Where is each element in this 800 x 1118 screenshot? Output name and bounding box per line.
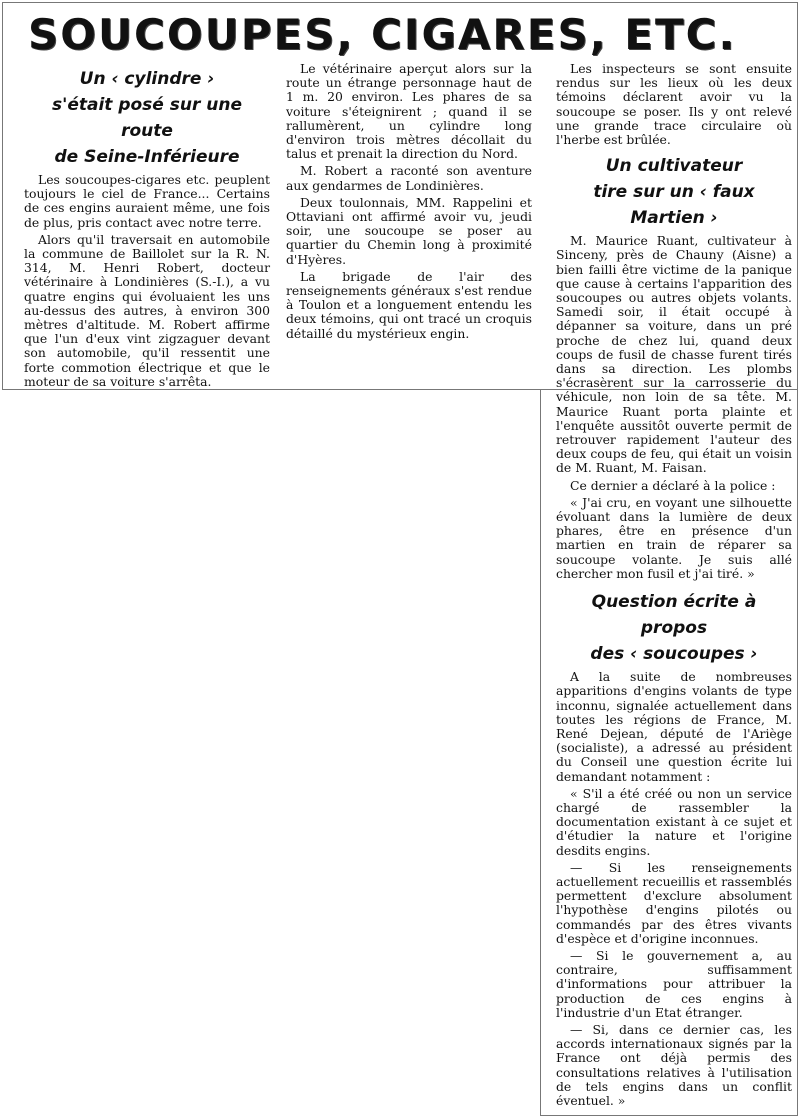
headline-line: de Seine-Inférieure [54, 147, 240, 167]
paragraph: Les soucoupes-cigares etc. peuplent toujours le ciel de France... Certains de ces engins auraient même, une fois de plus, pris contact avec notre terre. [24, 172, 270, 230]
article2-headline [556, 153, 792, 231]
headline-line: tire sur un ‹ faux Martien › [593, 182, 755, 229]
quote-paragraph: « J'ai cru, en voyant une silhouette évoluant dans la lumière de deux phares, être en présence d'un martien en train de réparer sa soucoupe volante. Je suis allé chercher mon fusil et j'ai tiré. » [556, 494, 792, 581]
headline-line: Question écrite à propos [591, 592, 757, 639]
quote-paragraph: — Si le gouvernement a, au contraire, suffisamment d'informations pour attribuer la production de ces engins à l'industrie d'un Etat étranger. [556, 947, 792, 1020]
headline-line: Un ‹ cylindre › [79, 69, 215, 89]
paragraph: La brigade de l'air des renseignements généraux s'est rendue à Toulon et a longuement entendu les deux témoins, qui ont tracé un croquis détaillé du mystérieux engin. [286, 268, 532, 341]
quote-paragraph: — Si les renseignements actuellement recueillis et rassemblés permettent d'exclure absolument l'hypothèse d'engins pilotés ou commandés par des êtres vivants d'espèce et d'origine inconnues. [556, 859, 792, 946]
paragraph: Le vétérinaire aperçut alors sur la route un étrange personnage haut de 1 m. 20 environ. Les phares de sa voiture s'éteignirent ; quand il se rallumèrent, un cylindre long d'environ trois mètres décollait du talus et prenait la direction du Nord. [286, 61, 532, 162]
paragraph: M. Robert a raconté son aventure aux gendarmes de Londinières. [286, 163, 532, 193]
masthead: SOUCOUPES, CIGARES, ETC. [28, 10, 737, 59]
headline-line: s'était posé sur une route [52, 95, 242, 141]
article1-column-1 [24, 66, 270, 392]
article1-headline [24, 66, 270, 170]
article1-column-2 [286, 62, 532, 344]
paragraph: Alors qu'il traversait en automobile la commune de Baillolet sur la R. N. 314, M. Henri Robert, docteur vétérinaire à Londinières (S.-I.), a vu quatre engins qui évoluaient les uns au-dessus des autres, à environ 300 mètres d'altitude. M. Robert affirme que l'un d'eux vint zigzaguer devant son automobile, qu'il ressentit une forte commotion électrique et que le moteur de sa voiture s'arrêta. [24, 231, 270, 389]
paragraph: Deux toulonnais, MM. Rappelini et Ottaviani ont affirmé avoir vu, jeudi soir, une soucoupe se poser au quartier du Chemin long à proximité d'Hyères. [286, 194, 532, 267]
paragraph: Ce dernier a déclaré à la police : [570, 477, 776, 493]
right-column [556, 62, 792, 1111]
quote-paragraph: — Si, dans ce dernier cas, les accords internationaux signés par la France ont déjà permis des consultations relatives à l'utilisation de tels engins dans un conflit éventuel. » [556, 1021, 792, 1108]
headline-line: Un cultivateur [605, 156, 743, 177]
paragraph: A la suite de nombreuses apparitions d'engins volants de type inconnu, signalée actuellement dans toutes les régions de France, M. René Dejean, député de l'Ariège (socialiste), a adressé au président du Conseil une question écrite lui demandant notamment : [556, 669, 792, 784]
headline-line: des ‹ soucoupes › [590, 644, 758, 665]
paragraph: M. Maurice Ruant, cultivateur à Sinceny, près de Chauny (Aisne) a bien failli être victime de la panique que cause à certains l'apparition des soucoupes ou autres objets volants. Samedi soir, il était occupé à dépanner sa voiture, dans un pré proche de chez lui, quand deux coups de fusil de chasse furent tirés dans sa direction. Les plombs s'écrasèrent sur la carrosserie du véhicule, non loin de sa tête. M. Maurice Ruant porta plainte et l'enquête aussitôt ouverte permit de retrouver rapidement l'auteur des deux coups de feu, qui était un voisin de M. Ruant, M. Faisan. [556, 233, 792, 476]
paragraph: Les inspecteurs se sont ensuite rendus sur les lieux où les deux témoins déclarent avoir vu la soucoupe se poser. Ils y ont relevé une grande trace circulaire où l'herbe est brûlée. [556, 61, 792, 148]
quote-paragraph: « S'il a été créé ou non un service chargé de rassembler la documentation existant à ce sujet et d'étudier la nature et l'origine desdits engins. [556, 785, 792, 858]
article3-headline [556, 589, 792, 667]
